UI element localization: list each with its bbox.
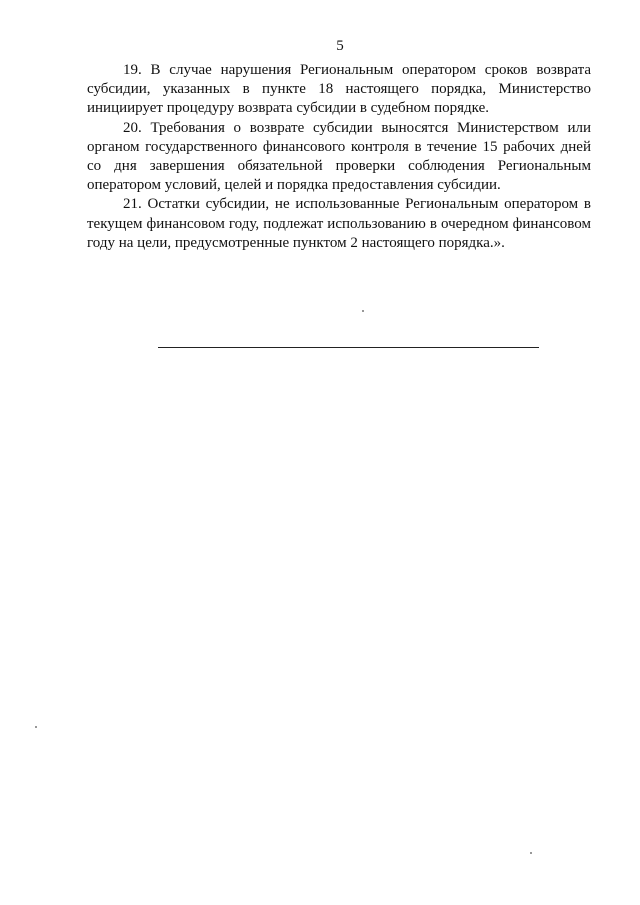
document-body	[87, 61, 591, 253]
scan-speck	[530, 852, 532, 854]
paragraph-21: 21. Остатки субсидии, не использованные Региональным оператором в текущем финансовом году, подлежат использованию в очередном финансовом году на цели, предусмотренные пунктом 2 настоящего порядка.».	[87, 196, 591, 251]
paragraph-19: 19. В случае нарушения Региональным оператором сроков возврата субсидии, указанных в пункте 18 настоящего порядка, Министерство инициирует процедуру возврата субсидии в судебном порядке.	[87, 62, 591, 117]
paragraph-20: 20. Требования о возврате субсидии выносятся Министерством или органом государственного финансового контроля в течение 15 рабочих дней со дня завершения обязательной проверки соблюдения Региональным оператором условий, целей и порядка предоставления субсидии.	[87, 119, 591, 194]
scan-speck	[362, 310, 364, 312]
scan-speck	[35, 726, 37, 728]
divider-gap	[152, 347, 158, 348]
page-number: 5	[336, 38, 344, 54]
end-of-document-line	[152, 347, 539, 348]
